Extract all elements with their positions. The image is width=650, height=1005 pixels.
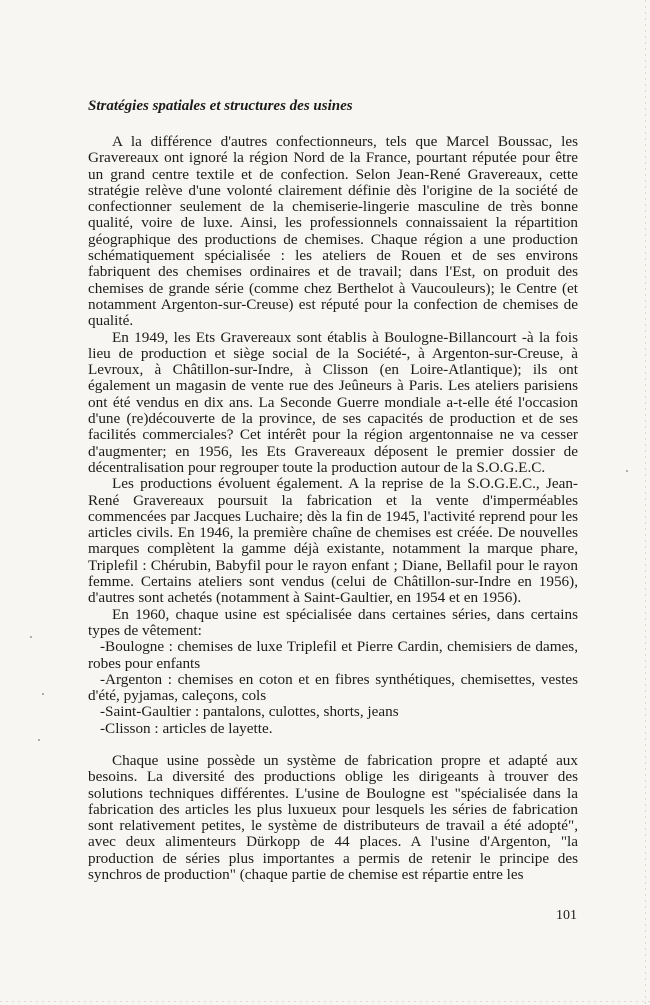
paragraph-productions: Les productions évoluent également. A la reprise de la S.O.G.E.C., Jean-René Gravereaux poursuit la fabrication et la vente d'imperméables commencées par Jacques Luchaire; dès la fin de 1945, l'activité reprend pour les articles civils. En 1946, la première chaîne de chemises est créée. De nouvelles marques complètent la gamme déjà existante, notamment la marque phare, Triplefil : Chérubin, Babyfil pour le rayon enfant ; Diane, Bellafil pour le rayon femme. Certains ateliers sont vendus (celui de Châtillon-sur-Indre en 1956), d'autres sont achetés (notamment à Saint-Gaultier, en 1954 et en 1956). — [88, 475, 578, 607]
page-edge-right — [645, 0, 646, 1005]
scan-speck — [38, 739, 40, 741]
paragraph-intro: A la différence d'autres confectionneurs, tels que Marcel Boussac, les Gravereaux ont ignoré la région Nord de la France, pourtant réputée pour être un grand centre textile et de confection. Selon Jean-René Gravereaux, cette stratégie relève d'une volonté clairement définie dès l'origine de la société de confectionner seulement de la chemiserie-lingerie masculine de très bonne qualité, voire de luxe. Ainsi, les professionnels connaissaient la répartition géographique des productions de chemises. Chaque région a une production schématiquement spécialisée : les ateliers de Rouen et de ses environs fabriquent des chemises ordinaires et de travail; dans l'Est, on produit des chemises de grande série (comme chez Berthelot à Vaucouleurs); le Centre (et notamment Argenton-sur-Creuse) est réputé pour la confection de chemises de qualité. — [88, 133, 578, 330]
factory-specialization-list — [88, 639, 578, 737]
list-item: -Saint-Gaultier : pantalons, culottes, shorts, jeans — [100, 703, 399, 721]
paragraph-gap — [88, 737, 578, 753]
page-number: 101 — [556, 908, 577, 923]
list-item: -Argenton : chemises en coton et en fibres synthétiques, chemisettes, vestes d'été, pyjamas, caleçons, cols — [88, 670, 578, 705]
body-text — [88, 98, 578, 883]
scan-speck — [30, 636, 32, 638]
paragraph-1949: En 1949, les Ets Gravereaux sont établis à Boulogne-Billancourt -à la fois lieu de production et siège social de la Société-, à Argenton-sur-Creuse, à Levroux, à Châtillon-sur-Indre, à Clisson (en Loire-Atlantique); ils ont également un magasin de vente rue des Jeûneurs à Paris. Les ateliers parisiens ont été vendus en dix ans. La Seconde Guerre mondiale a-t-elle été l'occasion d'une (re)découverte de la province, de ses capacités de production et de ses facilités commerciales? Cet intérêt pour la région argentonnaise ne va cesser d'augmenter; en 1956, les Ets Gravereaux déposent le premier dossier de décentralisation pour regrouper toute la production autour de la S.O.G.E.C. — [88, 328, 578, 476]
paragraph-1960: En 1960, chaque usine est spécialisée dans certaines séries, dans certains types de vêtement: — [88, 605, 578, 639]
scan-speck — [42, 693, 44, 695]
paragraph-closing: Chaque usine possède un système de fabrication propre et adapté aux besoins. La diversité des productions oblige les dirigeants à trouver des solutions techniques différentes. L'usine de Boulogne est "spécialisée dans la fabrication des articles les plus luxueux pour lesquels les séries de fabrication sont relativement petites, le système de distributeurs de travail a été adopté", avec deux alimenteurs Dürkopp de 44 places. A l'usine d'Argenton, "la production de séries plus importantes a permis de retenir le principe des synchros de production" (chaque partie de chemise est répartie entre les — [88, 751, 578, 884]
scan-speck — [626, 470, 628, 472]
section-title: Stratégies spatiales et structures des usines — [88, 98, 353, 114]
page-edge-bottom — [0, 1001, 650, 1002]
list-item: -Clisson : articles de layette. — [100, 719, 273, 737]
list-item: -Boulogne : chemises de luxe Triplefil et Pierre Cardin, chemisiers de dames, robes pour enfants — [88, 638, 578, 672]
